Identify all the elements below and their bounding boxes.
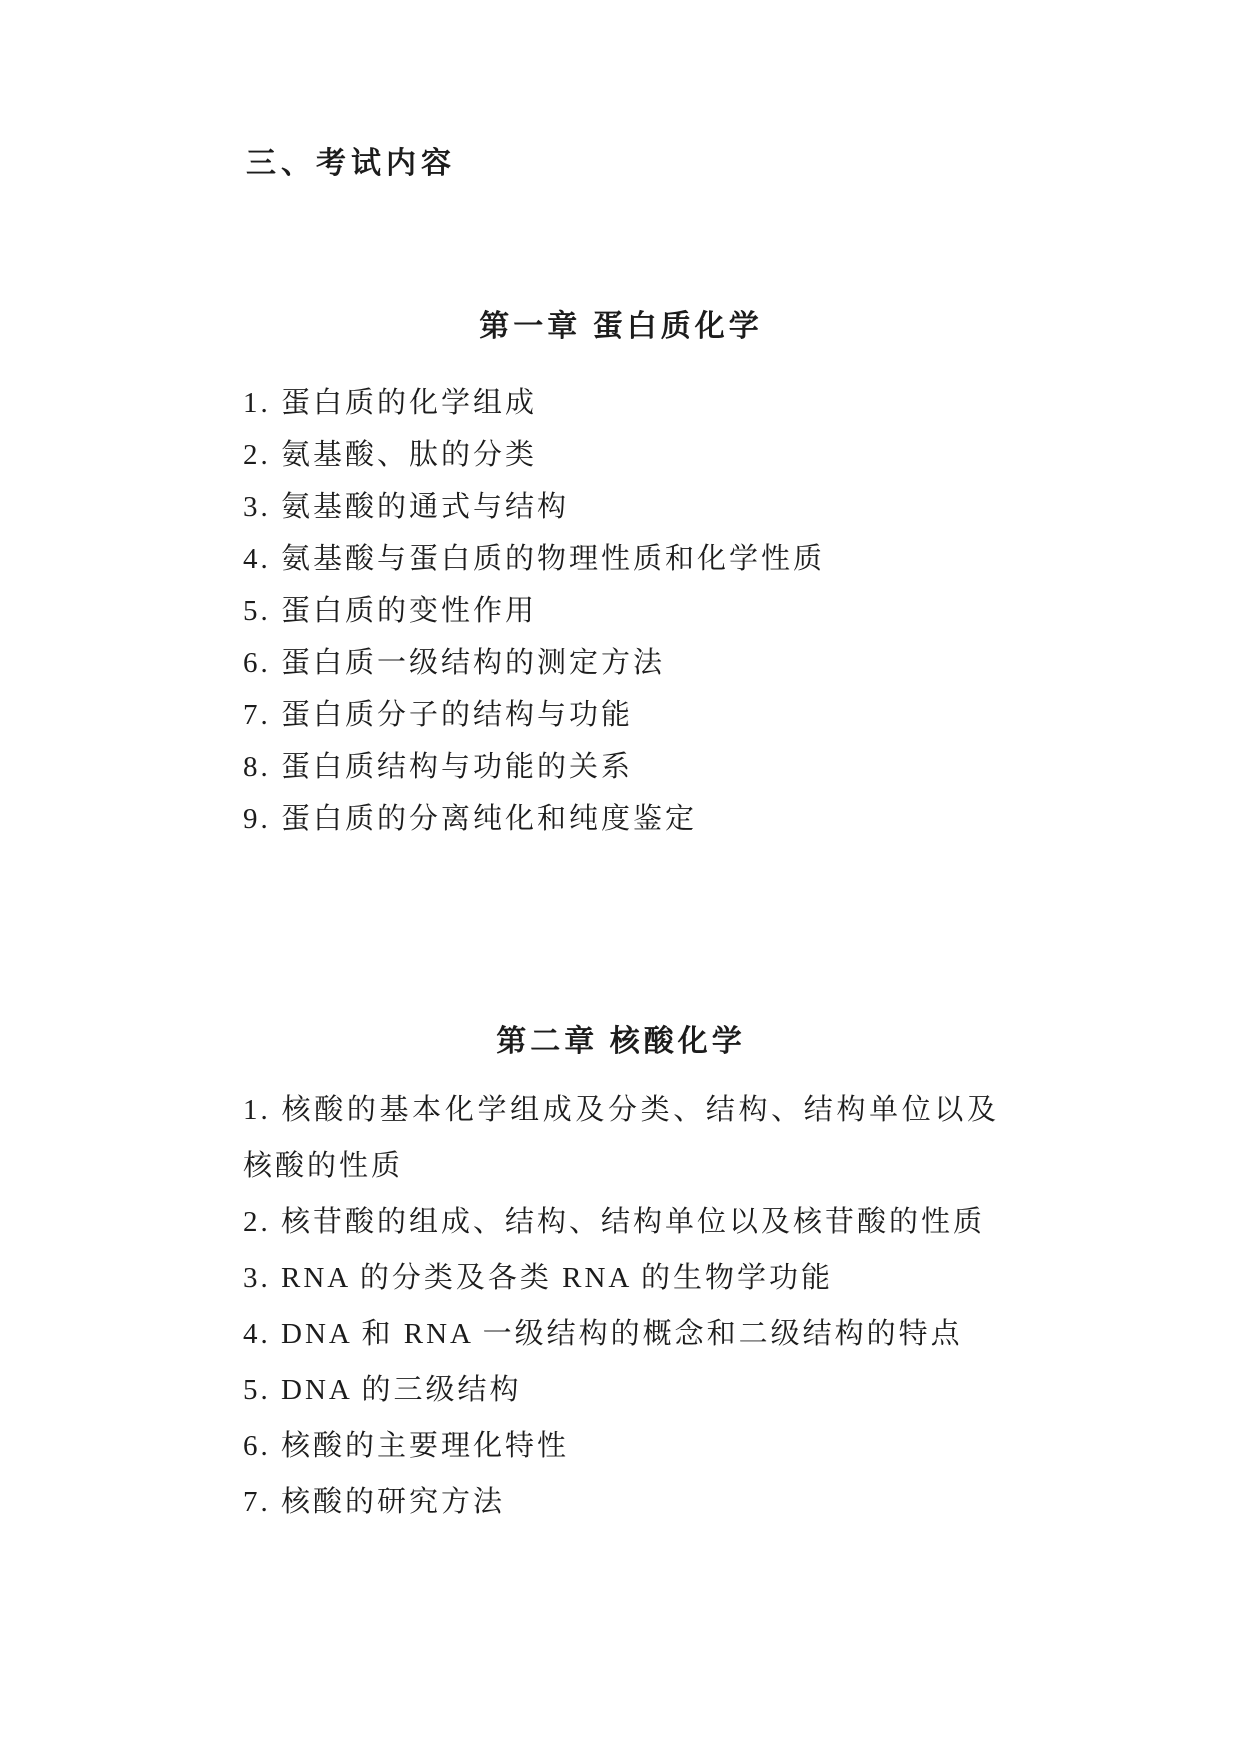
list-item: 2. 核苷酸的组成、结构、结构单位以及核苷酸的性质 (243, 1206, 986, 1238)
list-item: 1. 蛋白质的化学组成 (243, 387, 538, 419)
chapter-2-title: 第二章 核酸化学 (496, 1025, 746, 1058)
chapter-protein-chemistry (243, 310, 999, 845)
list-item: 5. DNA 的三级结构 (243, 1374, 522, 1406)
list-item: 8. 蛋白质结构与功能的关系 (243, 751, 634, 783)
list-item: 6. 蛋白质一级结构的测定方法 (243, 647, 666, 679)
list-item: 5. 蛋白质的变性作用 (243, 595, 538, 627)
list-item: 3. 氨基酸的通式与结构 (243, 491, 570, 523)
list-item: 4. DNA 和 RNA 一级结构的概念和二级结构的特点 (243, 1318, 963, 1350)
list-item: 7. 蛋白质分子的结构与功能 (243, 699, 634, 731)
list-item: 4. 氨基酸与蛋白质的物理性质和化学性质 (243, 543, 826, 575)
list-item: 3. RNA 的分类及各类 RNA 的生物学功能 (243, 1262, 834, 1294)
chapter-1-title: 第一章 蛋白质化学 (479, 310, 763, 343)
list-item: 2. 氨基酸、肽的分类 (243, 439, 538, 471)
list-item: 7. 核酸的研究方法 (243, 1486, 506, 1518)
list-item: 6. 核酸的主要理化特性 (243, 1430, 570, 1462)
content-column (243, 310, 999, 1530)
list-item: 1. 核酸的基本化学组成及分类、结构、结构单位以及核酸的性质 (243, 1094, 999, 1182)
chapter-1-item-list (243, 377, 999, 845)
section-heading: 三、考试内容 (246, 147, 456, 180)
chapter-nucleic-acid-chemistry (243, 1025, 999, 1530)
list-item: 9. 蛋白质的分离纯化和纯度鉴定 (243, 803, 698, 835)
chapter-2-item-list (243, 1082, 999, 1530)
